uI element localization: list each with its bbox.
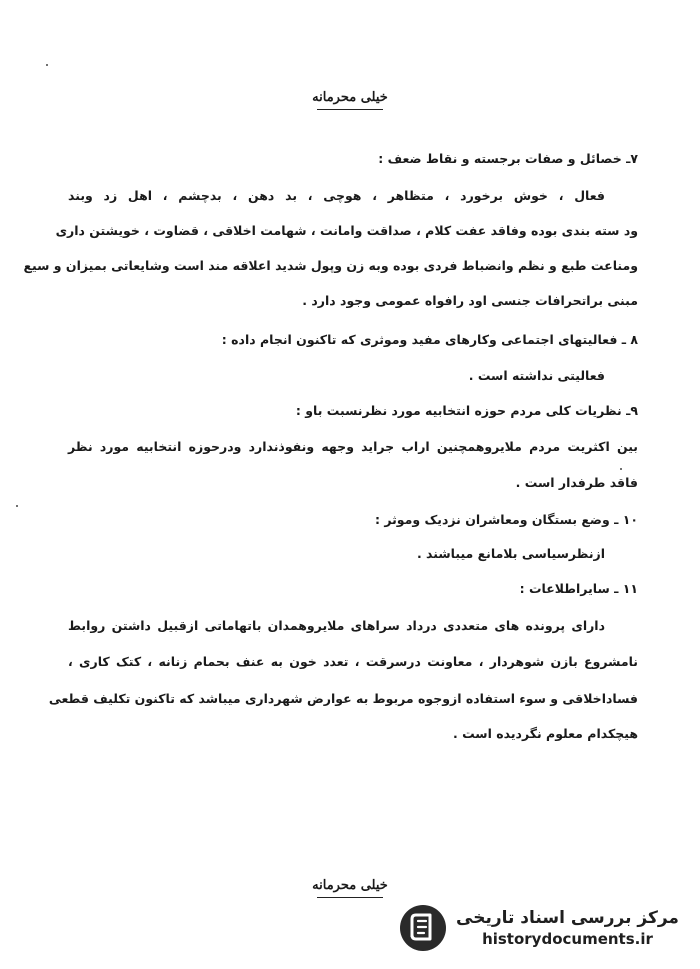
classification-bottom-text: خیلی محرمانه xyxy=(312,878,388,893)
body-line: نامشروع بازن شوهردار ، معاونت درسرقت ، تعدد خون به عنف بحمام زنانه ، کتک کاری ، xyxy=(68,654,638,669)
body-line: ومناعت طبع و نظم وانضباط فردی بوده وبه زن وپول شدید اعلاقه مند است وشایعاتی بمیزان و سیع xyxy=(23,258,638,273)
classification-top-text: خیلی محرمانه xyxy=(312,90,388,105)
body-line: فعال ، خوش برخورد ، متظاهر ، هوچی ، بد دهن ، بدچشم ، اهل زد وبند xyxy=(68,188,605,203)
section-9-heading: ۹ـ نظریات کلی مردم حوزه انتخابیه مورد نظرنسبت باو : xyxy=(295,403,638,418)
scan-speck xyxy=(620,468,622,470)
watermark-url: historydocuments.ir xyxy=(482,930,653,948)
body-line: مبنی براتحرافات جنسی اود رافواه عمومی وجود دارد . xyxy=(302,293,638,308)
classification-underline xyxy=(317,897,383,898)
section-11-heading: ۱۱ ـ سایراطلاعات : xyxy=(519,581,638,596)
scan-speck xyxy=(46,64,48,66)
archive-watermark xyxy=(398,900,688,956)
body-line: هیچکدام معلوم نگردیده است . xyxy=(452,726,638,741)
watermark-text xyxy=(456,907,679,949)
body-line: دارای پرونده های متعددی درداد سراهای ملایروهمدان باتهاماتی ازقبیل داشتن روابط xyxy=(68,618,605,633)
doc-center-logo-icon xyxy=(398,903,448,953)
section-7-heading: ۷ـ خصائل و صفات برجسته و نقاط ضعف : xyxy=(378,151,638,166)
body-line: فعالیتی نداشته است . xyxy=(468,368,605,383)
body-line: فاقد طرفدار است . xyxy=(515,475,638,490)
body-line: ازنظرسیاسی بلامانع میباشند . xyxy=(416,546,605,561)
classification-underline xyxy=(317,109,383,110)
watermark-title: مرکز بررسی اسناد تاریخی xyxy=(456,908,679,928)
body-line: فساداخلاقی و سوء استفاده ازوجوه مربوط به عوارض شهرداری میباشد که تاکنون تکلیف قطعی xyxy=(48,691,638,706)
body-line: ود سته بندی بوده وفاقد عفت کلام ، صداقت وامانت ، شهامت اخلاقی ، قضاوت ، خویشتن داری xyxy=(55,223,638,238)
classification-footer xyxy=(0,878,700,898)
section-10-heading: ۱۰ ـ وضع بستگان ومعاشران نزدیک وموثر : xyxy=(374,512,638,527)
body-line: بین اکثریت مردم ملایروهمچنین اراب جراید وجهه ونفوذندارد ودرحوزه انتخابیه مورد نظر xyxy=(68,439,638,454)
classification-header xyxy=(0,90,700,110)
section-8-heading: ۸ ـ فعالیتهای اجتماعی وکارهای مفید وموثری که تاکنون انجام داده : xyxy=(221,332,638,347)
scan-speck xyxy=(16,505,18,507)
